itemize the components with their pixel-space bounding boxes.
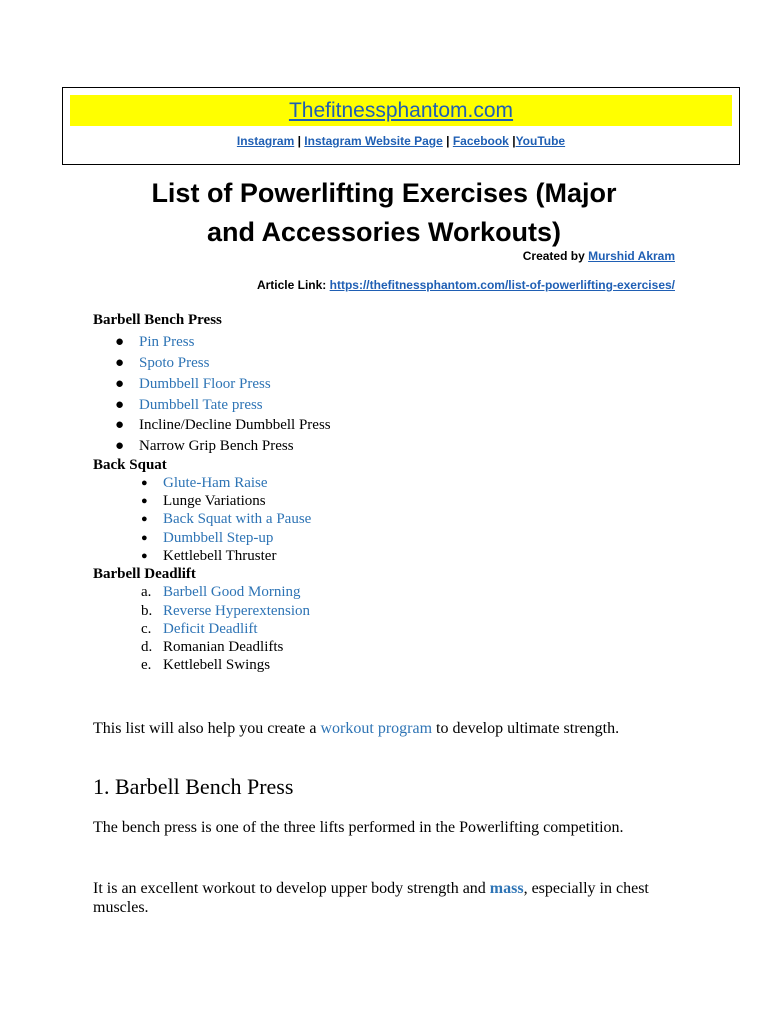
list-marker: d. xyxy=(141,639,153,655)
separator: | xyxy=(446,134,450,148)
bullet-icon: ● xyxy=(141,532,148,544)
list-item-label[interactable]: Reverse Hyperextension xyxy=(163,603,311,619)
bullet-icon: ● xyxy=(115,438,125,454)
intro-paragraph xyxy=(93,719,683,738)
separator: | xyxy=(297,134,301,148)
mass-link[interactable]: mass xyxy=(489,880,524,897)
list-item-label[interactable]: Deficit Deadlift xyxy=(163,621,258,637)
list-item-label[interactable]: Barbell Good Morning xyxy=(163,584,301,600)
list-item-label: Kettlebell Swings xyxy=(163,657,271,673)
bullet-icon: ● xyxy=(115,417,125,433)
list-item-label[interactable]: Spoto Press xyxy=(139,355,210,371)
site-banner xyxy=(70,95,732,126)
list-item-label: Narrow Grip Bench Press xyxy=(139,438,294,454)
author-link[interactable]: Murshid Akram xyxy=(588,249,675,263)
list-marker: c. xyxy=(141,621,152,637)
bullet-icon: ● xyxy=(141,550,148,562)
section-1-heading: 1. Barbell Bench Press xyxy=(93,774,294,799)
list-item-label: Lunge Variations xyxy=(163,493,266,509)
paragraph-2-text: It is an excellent workout to develop upper body strength and xyxy=(93,880,490,897)
list-marker: a. xyxy=(141,584,152,600)
created-by-label: Created by xyxy=(522,249,589,263)
created-by xyxy=(523,249,675,263)
page-title-line-2: and Accessories Workouts) xyxy=(206,217,562,247)
page-title-line-1: List of Powerlifting Exercises (Major xyxy=(151,178,617,208)
bullet-icon: ● xyxy=(141,513,148,525)
youtube-link[interactable]: YouTube xyxy=(515,134,566,148)
section-heading-bench: Barbell Bench Press xyxy=(93,312,222,328)
facebook-link[interactable]: Facebook xyxy=(452,134,509,148)
article-url-link[interactable]: https://thefitnessphantom.com/list-of-powerlifting-exercises/ xyxy=(329,278,675,292)
list-item-label: Romanian Deadlifts xyxy=(163,639,284,655)
list-item-label[interactable]: Glute-Ham Raise xyxy=(163,475,268,491)
paragraph-2-text-end: , especially in chest muscles. xyxy=(93,880,649,916)
list-item-label[interactable]: Pin Press xyxy=(139,334,195,350)
bullet-icon: ● xyxy=(115,334,125,350)
bullet-icon: ● xyxy=(141,495,148,507)
list-item-label[interactable]: Dumbbell Step-up xyxy=(163,530,274,546)
bullet-icon: ● xyxy=(115,397,125,413)
social-links xyxy=(63,134,739,148)
paragraph-2 xyxy=(93,879,683,917)
article-link-label: Article Link: xyxy=(256,278,330,292)
list-item-label[interactable]: Dumbbell Tate press xyxy=(139,397,263,413)
instagram-link[interactable]: Instagram xyxy=(236,134,295,148)
list-item-label[interactable]: Dumbbell Floor Press xyxy=(139,376,271,392)
section-heading-squat: Back Squat xyxy=(93,457,167,473)
list-marker: e. xyxy=(141,657,152,673)
separator: | xyxy=(512,134,516,148)
page-title xyxy=(0,174,768,252)
bullet-icon: ● xyxy=(115,376,125,392)
site-name-link[interactable]: Thefitnessphantom.com xyxy=(288,99,514,122)
header-box xyxy=(62,87,740,165)
article-link-line xyxy=(257,278,675,292)
workout-program-link[interactable]: workout program xyxy=(320,720,433,737)
list-item-label: Kettlebell Thruster xyxy=(163,548,277,564)
bullet-icon: ● xyxy=(115,355,125,371)
list-item-label: Incline/Decline Dumbbell Press xyxy=(139,417,331,433)
intro-text-end: to develop ultimate strength. xyxy=(432,720,620,737)
intro-text: This list will also help you create a xyxy=(93,720,321,737)
list-item-label[interactable]: Back Squat with a Pause xyxy=(163,511,312,527)
list-marker: b. xyxy=(141,603,153,619)
section-heading-deadlift: Barbell Deadlift xyxy=(93,566,196,582)
instagram-website-page-link[interactable]: Instagram Website Page xyxy=(304,134,443,148)
bullet-icon: ● xyxy=(141,477,148,489)
paragraph-1: The bench press is one of the three lifts performed in the Powerlifting competition. xyxy=(93,819,624,836)
